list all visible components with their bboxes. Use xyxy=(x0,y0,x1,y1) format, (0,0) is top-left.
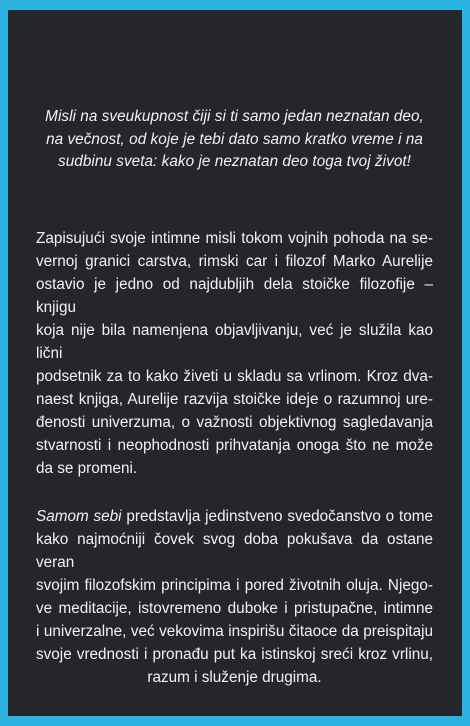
blurb-paragraph-2 xyxy=(36,505,433,689)
text-line: da se promeni. xyxy=(36,459,138,477)
quote-line: na večnost, od koje je tebi dato samo kratko vreme i na xyxy=(46,130,423,148)
text-line: podsetnik za to kako živeti u skladu sa vrlinom. Kroz dva- xyxy=(36,367,433,385)
text-line: đenosti univerzuma, o važnosti objektivnog sagledavanja xyxy=(36,413,433,431)
text-line: Zapisujući svoje intimne misli tokom vojnih pohoda na se- xyxy=(36,229,433,247)
quote-line: Misli na sveukupnost čiji si ti samo jedan neznatan deo, xyxy=(45,108,424,125)
epigraph-quote xyxy=(36,106,433,174)
text-line: svojim filozofskim principima i pored životnih oluja. Njego- xyxy=(36,576,433,594)
text-fragment: predstavlja jedinstveno svedočanstvo o tome xyxy=(121,507,434,525)
text-line xyxy=(36,505,433,528)
text-line: kako najmoćniji čovek svog doba pokušava da ostane veran xyxy=(36,530,433,571)
text-line: razum i služenje drugima. xyxy=(147,668,322,686)
blurb-paragraph-1 xyxy=(36,227,433,480)
text-line: koja nije bila namenjena objavljivanju, već je služila kao lični xyxy=(36,321,433,362)
blurb xyxy=(36,227,433,689)
text-line: stvarnosti i neophodnosti prihvatanja onoga što ne može xyxy=(36,436,433,454)
quote-line: sudbinu sveta: kako je neznatan deo toga tvoj život! xyxy=(58,153,411,170)
book-title: Samom sebi xyxy=(36,507,122,525)
text-line: vernoj granici carstva, rimski car i filozof Marko Aurelije xyxy=(36,252,433,270)
text-line: ostavio je jedno od najdubljih dela stoičke filozofije – knjigu xyxy=(36,275,433,316)
text-line: naest knjiga, Aurelije razvija stoičke ideje o razumnoj ure- xyxy=(36,390,433,408)
text-line: i univerzalne, već vekovima inspirišu čitaoce da preispitaju xyxy=(36,622,433,640)
text-line: svoje vrednosti i pronađu put ka istinskoj sreći kroz vrlinu, xyxy=(36,645,433,663)
cover-text-panel xyxy=(8,10,462,716)
text-line: ve meditacije, istovremeno duboke i pristupačne, intimne xyxy=(36,599,433,617)
